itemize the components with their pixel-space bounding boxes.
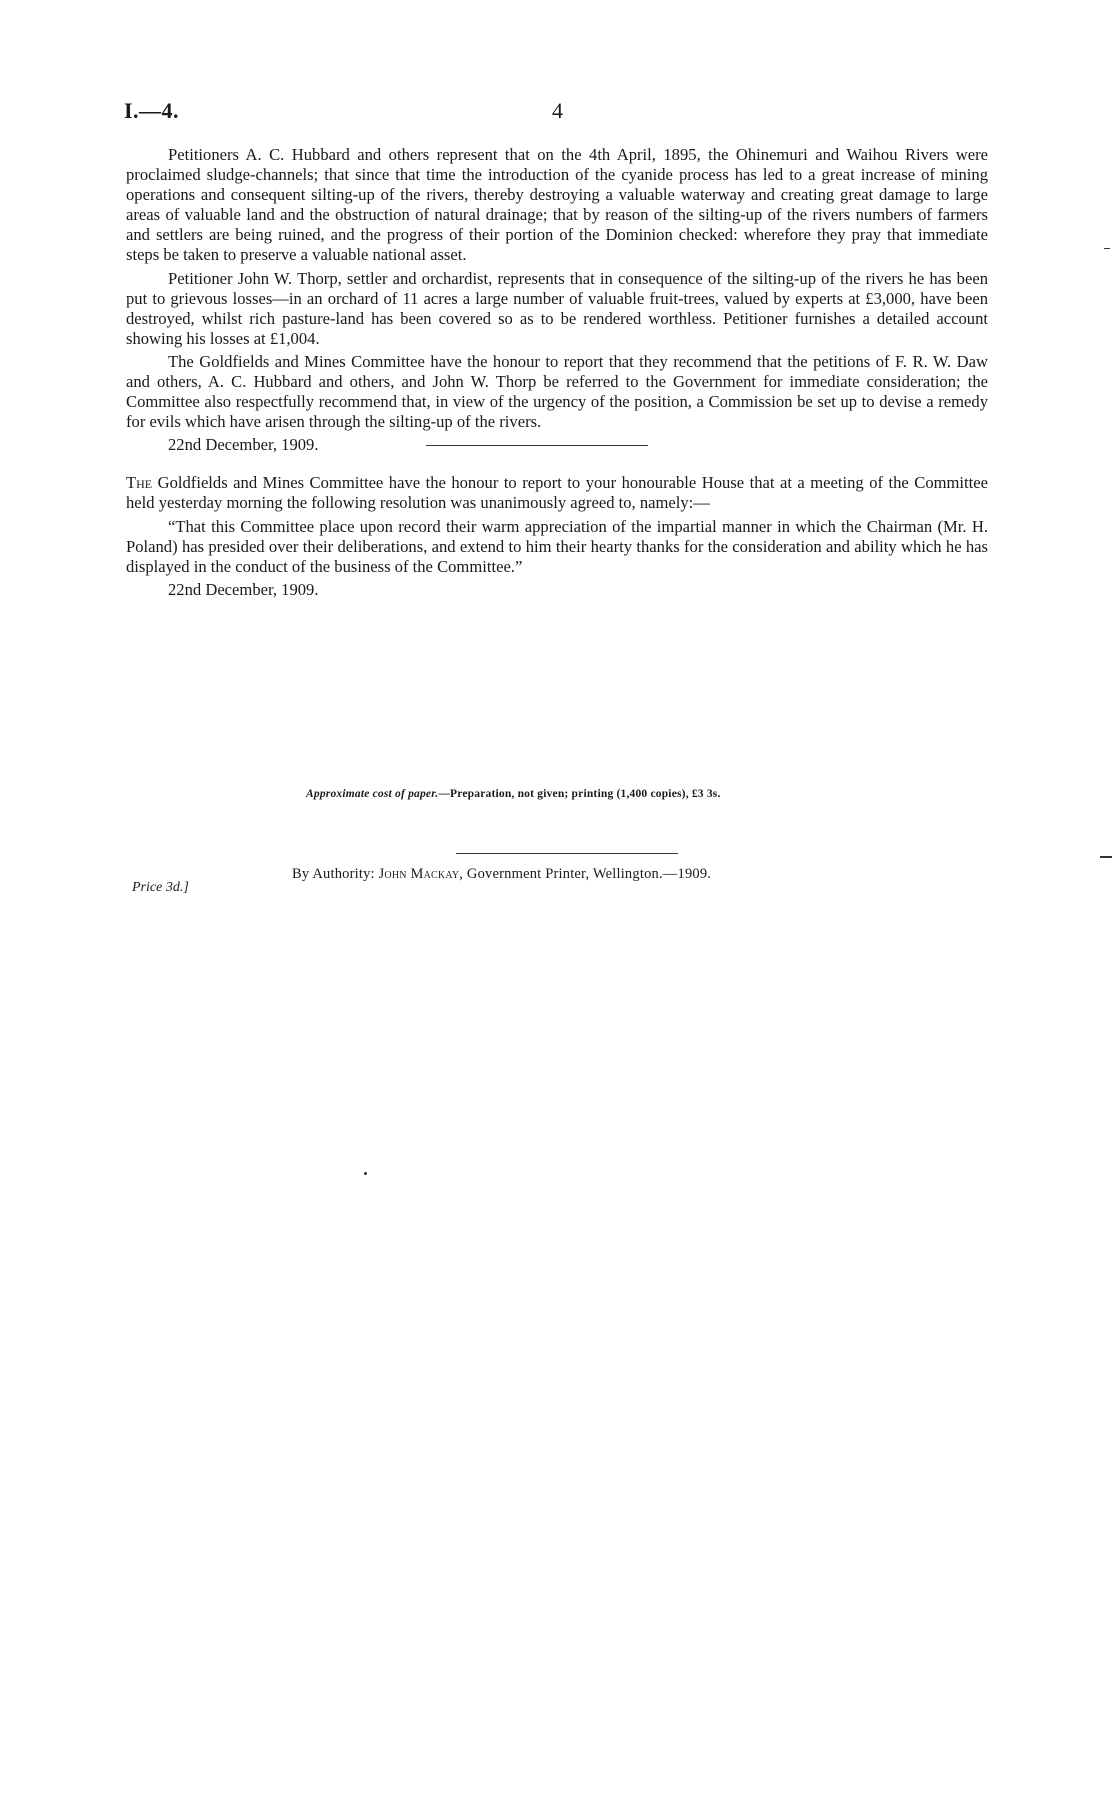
paragraph-committee-recommendation: The Goldfields and Mines Committee have the honour to report that they recommend that the petitions of F. R. W. Daw and others, A. C. Hubbard and others, and John W. Thorp be referred to the Government for immediate consideration; the Committee also respectfully recommend that, in view of the urgency of the position, a Commission be set up to devise a remedy for evils which have arisen through the silting-up of the rivers. bbox=[126, 351, 988, 432]
cost-detail: —Preparation, not given; printing (1,400 copies), £3 3s. bbox=[438, 788, 721, 800]
paragraph-lead-word: The bbox=[126, 473, 153, 493]
report-body bbox=[126, 145, 988, 602]
printer-divider-rule bbox=[456, 853, 678, 854]
scan-mark-right-1 bbox=[1104, 248, 1110, 249]
paragraph-thorp-petition: Petitioner John W. Thorp, settler and orchardist, represents that in consequence of the silting-up of the rivers he has been put to grievous losses—in an orchard of 11 acres a large number of valuable fruit-trees, valued by experts at £3,000, have been destroyed, whilst rich pasture-land has been covered so as to be rendered worthless. Petitioner furnishes a detailed account showing his losses at £1,004. bbox=[126, 268, 988, 348]
cost-label: Approximate cost of paper. bbox=[306, 788, 439, 800]
printer-imprint bbox=[292, 866, 711, 883]
date-line-second bbox=[126, 580, 988, 602]
scan-mark-dot bbox=[364, 1172, 367, 1175]
page-number: 4 bbox=[552, 98, 563, 123]
report-date-second: 22nd December, 1909. bbox=[168, 579, 319, 599]
approximate-cost-line bbox=[306, 788, 721, 800]
printer-name: John Mackay bbox=[378, 866, 460, 882]
date-line-first bbox=[126, 435, 988, 457]
printer-prefix: By Authority: bbox=[292, 866, 379, 882]
paragraph-hubbard-petition: Petitioners A. C. Hubbard and others represent that on the 4th April, 1895, the Ohinemuri and Waihou Rivers were proclaimed sludge-channels; that since that time the introduction of the cyanide process has led to a great increase of mining operations and consequent silting-up of the rivers, thereby destroying a valuable waterway and creating great damage to large areas of valuable land and the obstruction of natural drainage; that by reason of the silting-up of the rivers numbers of farmers and settlers are being ruined, and the progress of their portion of the Dominion checked: wherefore they pray that immediate steps be taken to preserve a valuable national asset. bbox=[126, 145, 988, 265]
report-date-first: 22nd December, 1909. bbox=[168, 435, 319, 455]
paragraph-committee-report-text: Goldfields and Mines Committee have the honour to report to your honourable House that at a meeting of the Committee held yesterday morning the following resolution was unanimously agreed to, namely:— bbox=[126, 473, 988, 513]
paragraph-resolution-quote: “That this Committee place upon record their warm appreciation of the impartial manner in which the Chairman (Mr. H. Poland) has presided over their deliberations, and extend to him their hearty thanks for the consideration and ability which he has displayed in the conduct of the business of the Committee.” bbox=[126, 516, 988, 576]
price-note: Price 3d.] bbox=[132, 880, 189, 895]
page-header bbox=[124, 98, 994, 128]
printer-suffix: , Government Printer, Wellington.—1909. bbox=[459, 866, 712, 882]
section-divider-rule bbox=[426, 445, 648, 446]
scan-mark-right-2 bbox=[1100, 856, 1112, 858]
paragraph-committee-report bbox=[126, 473, 988, 513]
document-reference: I.—4. bbox=[124, 98, 180, 123]
